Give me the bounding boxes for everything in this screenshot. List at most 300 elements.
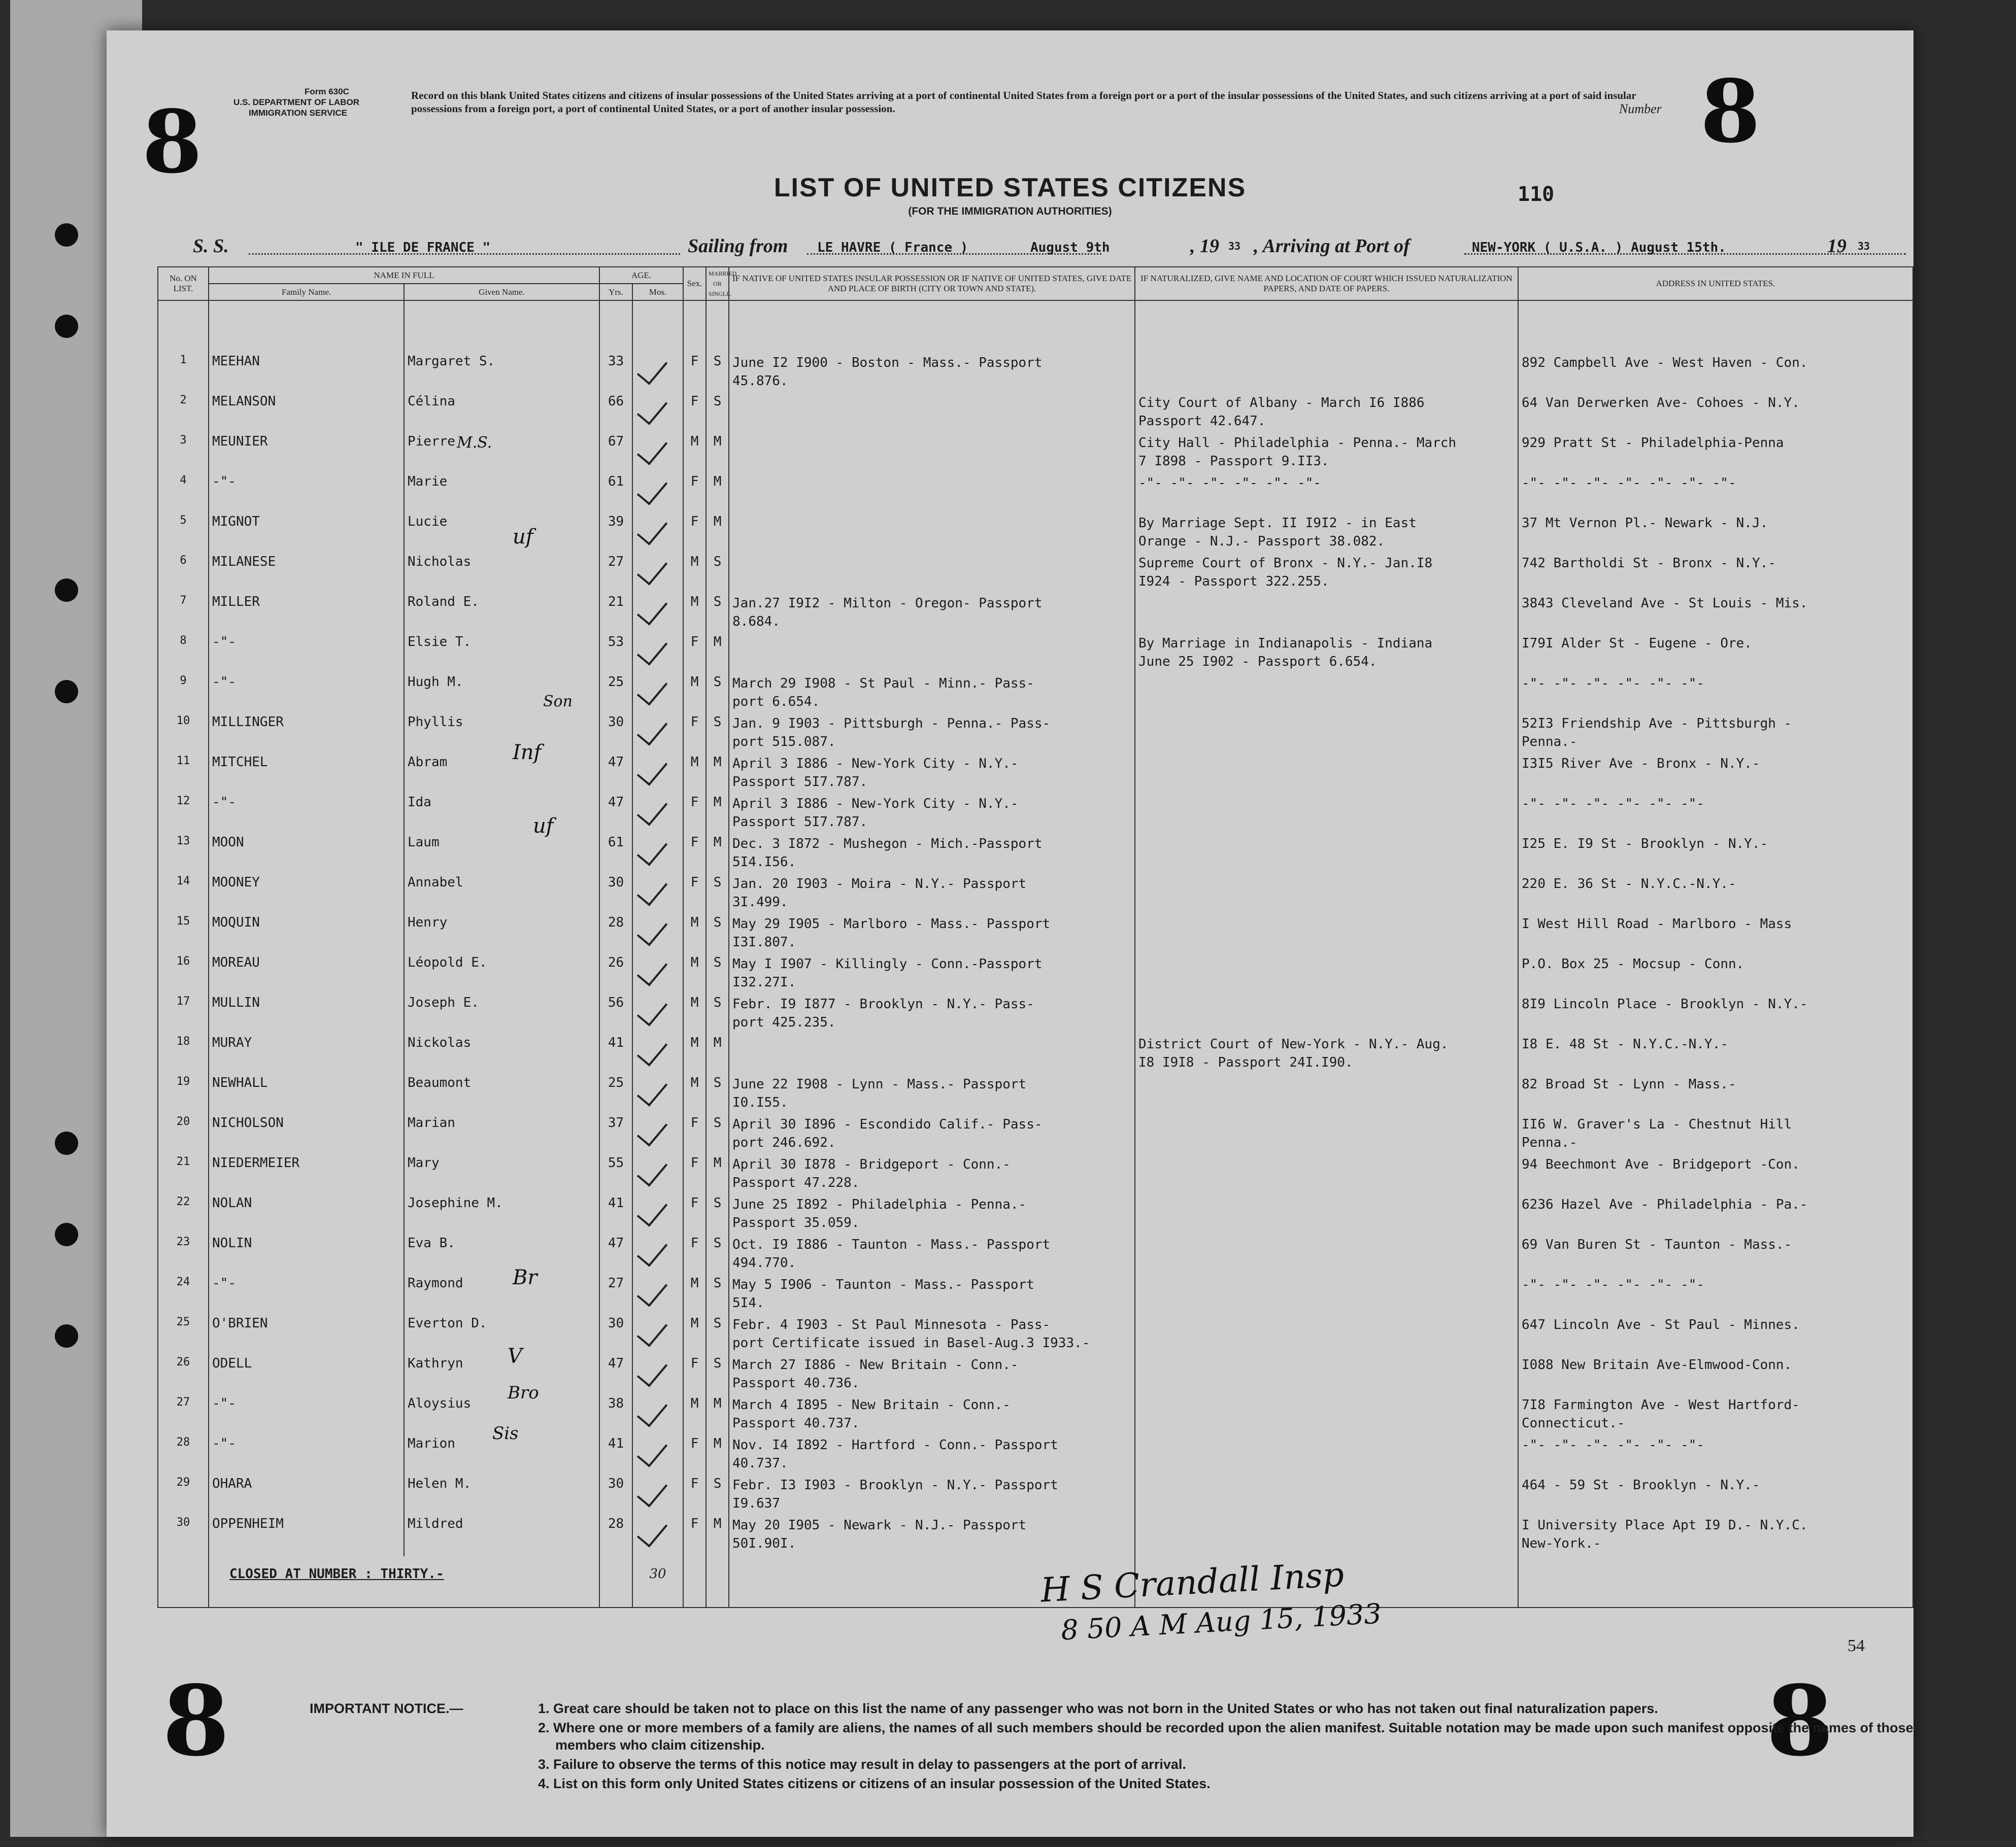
address [1518,875,1913,915]
given-name: Hugh M. [404,674,599,714]
age-months [632,354,683,394]
marital-status: S [706,554,729,594]
address-line: 37 Mt Vernon Pl.- Newark - N.J. [1522,516,1768,531]
naturalization-info-line: June 25 I902 - Passport 6.654. [1138,654,1377,669]
check-mark-icon [637,473,668,505]
family-name: MOONEY [209,875,404,915]
row-number: 29 [158,1476,209,1516]
address [1518,1195,1913,1236]
table-row [158,474,1913,514]
birth-info [729,1155,1135,1195]
birth-info [729,394,1135,434]
family-name: MOON [209,835,404,875]
table-row [158,875,1913,915]
sex: F [683,1516,706,1556]
naturalization-info [1135,915,1518,955]
age-months [632,1155,683,1195]
address [1518,1436,1913,1476]
birth-info [729,514,1135,554]
address-line: I University Place Apt I9 D.- N.Y.C. [1522,1518,1808,1533]
closing-count: 30 [632,1556,683,1607]
naturalization-info [1135,554,1518,594]
department-name: U.S. DEPARTMENT OF LABOR [233,97,360,107]
age-months [632,594,683,634]
address [1518,1476,1913,1516]
age-years: 37 [599,1115,632,1155]
address [1518,714,1913,755]
table-row [158,1276,1913,1316]
marital-status: S [706,1316,729,1356]
address [1518,995,1913,1035]
sailing-label: Sailing from [688,235,788,257]
marital-status: M [706,434,729,474]
annotation-row26: V [508,1345,522,1368]
row-number: 26 [158,1356,209,1396]
given-name: Roland E. [404,594,599,634]
header-family-name: Family Name. [209,284,404,300]
birth-info [729,835,1135,875]
header-age: AGE. [599,267,683,284]
page-subtitle: (FOR THE IMMIGRATION AUTHORITIES) [908,206,1112,217]
address [1518,1155,1913,1195]
row-number: 22 [158,1195,209,1236]
family-name: MIGNOT [209,514,404,554]
row-number: 8 [158,634,209,674]
header-name-in-full: NAME IN FULL [209,267,599,284]
row-number: 6 [158,554,209,594]
birth-info [729,915,1135,955]
address [1518,1396,1913,1436]
birth-info-line: I3I.807. [732,935,796,950]
naturalization-info [1135,474,1518,514]
sex: M [683,955,706,995]
check-mark-icon [637,513,668,545]
table-row [158,394,1913,434]
marital-status: S [706,1476,729,1516]
given-name: Phyllis [404,714,599,755]
age-years: 41 [599,1035,632,1075]
age-years: 39 [599,514,632,554]
naturalization-info [1135,1075,1518,1115]
marital-status: S [706,955,729,995]
birth-info-line: Febr. I9 I877 - Brooklyn - N.Y.- Pass- [732,997,1034,1012]
birth-info [729,1316,1135,1356]
address [1518,1356,1913,1396]
passenger-rows [158,300,1913,1556]
birth-info-line: Nov. I4 I892 - Hartford - Conn.- Passport [732,1438,1058,1453]
given-name: Joseph E. [404,995,599,1035]
given-name: Beaumont [404,1075,599,1115]
address-line: I79I Alder St - Eugene - Ore. [1522,636,1752,651]
voyage-line [193,231,1903,261]
marital-status: M [706,514,729,554]
address-line: 69 Van Buren St - Taunton - Mass.- [1522,1237,1792,1252]
given-name: Nickolas [404,1035,599,1075]
naturalization-info [1135,434,1518,474]
naturalization-info [1135,1276,1518,1316]
age-years: 28 [599,1516,632,1556]
sex: M [683,1075,706,1115]
birth-info [729,795,1135,835]
address-line: Penna.- [1522,734,1577,749]
naturalization-info [1135,1356,1518,1396]
punch-hole [55,1223,78,1246]
birth-info-line: 50I.90I. [732,1536,796,1551]
birth-info-line: March 29 I908 - St Paul - Minn.- Pass- [732,676,1034,691]
birth-info-line: Jan.27 I9I2 - Milton - Oregon- Passport [732,596,1043,611]
birth-info [729,1236,1135,1276]
address-line: 892 Campbell Ave - West Haven - Con. [1522,355,1808,370]
birth-info [729,354,1135,394]
birth-info [729,1476,1135,1516]
birth-info-line: Febr. I3 I903 - Brooklyn - N.Y.- Passport [732,1478,1058,1493]
family-name: MOREAU [209,955,404,995]
birth-info-line: I9.637 [732,1496,780,1511]
check-mark-icon [637,1475,668,1507]
address-line: 52I3 Friendship Ave - Pittsburgh - [1522,716,1792,731]
row-number: 11 [158,755,209,795]
naturalization-info [1135,634,1518,674]
given-name: Annabel [404,875,599,915]
age-years: 41 [599,1195,632,1236]
birth-info-line: 8.684. [732,614,780,629]
table-row [158,1436,1913,1476]
row-number: 21 [158,1155,209,1195]
birth-info [729,875,1135,915]
birth-info-line: June 25 I892 - Philadelphia - Penna.- [732,1197,1027,1212]
marital-status: M [706,1155,729,1195]
address-line: Penna.- [1522,1135,1577,1150]
naturalization-info-line: Supreme Court of Bronx - N.Y.- Jan.I8 [1138,556,1433,571]
birth-info [729,1396,1135,1436]
naturalization-info-line: District Court of New-York - N.Y.- Aug. [1138,1037,1449,1052]
age-years: 53 [599,634,632,674]
check-mark-icon [637,794,668,826]
age-months [632,1316,683,1356]
age-years: 28 [599,915,632,955]
marital-status: S [706,1236,729,1276]
birth-info-line: port 515.087. [732,734,836,749]
age-months [632,1356,683,1396]
table-row [158,714,1913,755]
row-number: 10 [158,714,209,755]
table-row [158,434,1913,474]
sex: F [683,1155,706,1195]
sex: F [683,1236,706,1276]
naturalization-info-line: I8 I9I8 - Passport 24I.I90. [1138,1055,1353,1070]
check-mark-icon [637,353,668,385]
marital-status: M [706,634,729,674]
birth-info-line: 3I.499. [732,895,788,910]
row-number: 3 [158,434,209,474]
birth-info-line: Febr. 4 I903 - St Paul Minnesota - Pass- [732,1317,1051,1332]
address [1518,634,1913,674]
age-years: 47 [599,1236,632,1276]
row-number: 19 [158,1075,209,1115]
notice-label: IMPORTANT NOTICE.— [310,1701,463,1716]
given-name: Raymond [404,1276,599,1316]
marital-status: M [706,755,729,795]
sex: F [683,1356,706,1396]
header-married: MARRIED OR SINGLE. [706,267,729,300]
birth-info-line: port 425.235. [732,1015,836,1030]
age-years: 56 [599,995,632,1035]
table-row [158,1075,1913,1115]
table-row [158,634,1913,674]
annotation-row2: M.S. [457,434,492,452]
table-row [158,1356,1913,1396]
address [1518,434,1913,474]
age-months [632,1476,683,1516]
check-mark-icon [637,393,668,425]
table-row [158,1236,1913,1276]
naturalization-info [1135,1155,1518,1195]
address-line: -"- -"- -"- -"- -"- -"- [1522,796,1705,811]
marital-status: M [706,795,729,835]
birth-info-line: March 27 I886 - New Britain - Conn.- [732,1357,1019,1373]
family-name: -"- [209,634,404,674]
address [1518,674,1913,714]
naturalization-info [1135,514,1518,554]
notice-item: 3. Failure to observe the terms of this notice may result in delay to passengers at the port of arrival. [538,1757,1186,1772]
birth-info-line: Passport 40.736. [732,1376,860,1391]
given-name: Marion [404,1436,599,1476]
punch-hole [55,315,78,338]
row-number: 5 [158,514,209,554]
birth-info-line: Jan. 20 I903 - Moira - N.Y.- Passport [732,876,1027,892]
birth-info-line: 5I4. [732,1295,764,1311]
age-months [632,514,683,554]
ss-label: S. S. [193,235,229,257]
form-header [233,86,359,118]
naturalization-info [1135,674,1518,714]
marital-status: S [706,1075,729,1115]
age-months [632,1035,683,1075]
age-years: 38 [599,1396,632,1436]
address-line: 7I8 Farmington Ave - West Hartford- [1522,1397,1800,1413]
table-row [158,514,1913,554]
birth-info-line: Dec. 3 I872 - Mushegon - Mich.-Passport [732,836,1043,851]
naturalization-info-line: By Marriage in Indianapolis - Indiana [1138,636,1433,651]
row-number: 27 [158,1396,209,1436]
family-name: MULLIN [209,995,404,1035]
row-number: 2 [158,394,209,434]
check-mark-icon [637,994,668,1026]
header-mos: Mos. [632,284,683,300]
birth-info-line: Passport 47.228. [732,1175,860,1190]
list-number-bottom-right: 8 [1766,1664,1834,1777]
age-months [632,554,683,594]
birth-info-line: Passport 5I7.787. [732,774,868,790]
table-row [158,795,1913,835]
address [1518,795,1913,835]
address-line: -"- -"- -"- -"- -"- -"- [1522,676,1705,691]
sex: F [683,1115,706,1155]
marital-status: M [706,1035,729,1075]
header-address: ADDRESS IN UNITED STATES. [1518,267,1913,300]
sex: F [683,835,706,875]
naturalization-info [1135,394,1518,434]
sex: F [683,1195,706,1236]
address-line: P.O. Box 25 - Mocsup - Conn. [1522,956,1744,972]
table-row [158,1316,1913,1356]
naturalization-info [1135,755,1518,795]
family-name: -"- [209,795,404,835]
age-months [632,795,683,835]
check-mark-icon [637,713,668,745]
sex: F [683,514,706,554]
marital-status: M [706,1396,729,1436]
birth-info [729,1436,1135,1476]
naturalization-info [1135,835,1518,875]
sex: M [683,1035,706,1075]
given-name: Elsie T. [404,634,599,674]
check-mark-icon [637,1074,668,1106]
marital-status: M [706,835,729,875]
row-number: 15 [158,915,209,955]
given-name: Henry [404,915,599,955]
naturalization-info [1135,1115,1518,1155]
date-from: August 9th [1030,240,1110,255]
age-years: 25 [599,674,632,714]
row-number: 9 [158,674,209,714]
list-number-bottom-left: 8 [162,1664,230,1777]
marital-status: S [706,394,729,434]
page-title: LIST OF UNITED STATES CITIZENS [774,173,1247,202]
table-row [158,1115,1913,1155]
family-name: MEUNIER [209,434,404,474]
sex: M [683,1396,706,1436]
age-years: 30 [599,875,632,915]
address [1518,1516,1913,1556]
family-name: -"- [209,1436,404,1476]
naturalization-info-line: Passport 42.647. [1138,414,1266,429]
age-months [632,1195,683,1236]
address-line: I3I5 River Ave - Bronx - N.Y.- [1522,756,1760,771]
birth-info-line: I32.27I. [732,975,796,990]
given-name: Abram [404,755,599,795]
birth-info-line: port Certificate issued in Basel-Aug.3 I933.- [732,1336,1090,1351]
check-mark-icon [637,1315,668,1347]
sex: M [683,995,706,1035]
notice-item: 4. List on this form only United States citizens or citizens of an insular possession of the United States. [538,1776,1211,1791]
arriving-label: , Arriving at Port of [1254,235,1410,257]
sex: M [683,594,706,634]
sex: F [683,394,706,434]
birth-info [729,1356,1135,1396]
family-name: OHARA [209,1476,404,1516]
row-number: 16 [158,955,209,995]
address-line: New-York.- [1522,1536,1601,1551]
row-number: 30 [158,1516,209,1556]
number-label: Number [1619,101,1662,116]
page-number: 110 [1518,183,1555,206]
birth-info [729,714,1135,755]
age-years: 30 [599,1316,632,1356]
marital-status: S [706,714,729,755]
family-name: MILLINGER [209,714,404,755]
given-name: Pierre [404,434,599,474]
row-number: 7 [158,594,209,634]
given-name: Eva B. [404,1236,599,1276]
table-row [158,594,1913,634]
marital-status: M [706,1436,729,1476]
naturalization-info-line: City Court of Albany - March I6 I886 [1138,395,1425,411]
sex: M [683,674,706,714]
naturalization-info [1135,1516,1518,1556]
family-name: MELANSON [209,394,404,434]
address [1518,1035,1913,1075]
birth-info-line: May 20 I905 - Newark - N.J.- Passport [732,1518,1027,1533]
marital-status: S [706,1115,729,1155]
marital-status: S [706,674,729,714]
birth-info-line: June I2 I900 - Boston - Mass.- Passport [732,355,1043,370]
age-months [632,714,683,755]
family-name: MOQUIN [209,915,404,955]
naturalization-info [1135,1396,1518,1436]
family-name: OPPENHEIM [209,1516,404,1556]
birth-info-line: 494.770. [732,1255,796,1271]
marital-status: S [706,354,729,394]
form-number: Form 630C [305,87,349,96]
closing-text: CLOSED AT NUMBER : THIRTY.- [209,1556,599,1607]
birth-info [729,474,1135,514]
birth-info-line: May 29 I905 - Marlboro - Mass.- Passport [732,916,1051,932]
sex: M [683,1316,706,1356]
age-months [632,474,683,514]
birth-info-line: 45.876. [732,373,788,389]
check-mark-icon [637,593,668,625]
age-years: 66 [599,394,632,434]
address-line: 82 Broad St - Lynn - Mass.- [1522,1077,1736,1092]
annotation-row12: uf [533,814,554,838]
naturalization-info [1135,1236,1518,1276]
ship-name: " ILE DE FRANCE " [355,240,491,255]
year-prefix-to: 19 [1827,235,1846,257]
address [1518,955,1913,995]
marital-status: S [706,915,729,955]
marital-status: M [706,1516,729,1556]
service-name: IMMIGRATION SERVICE [249,108,347,118]
check-mark-icon [637,1154,668,1186]
address [1518,915,1913,955]
list-number-top-left: 8 [142,91,203,193]
address-line: 929 Pratt St - Philadelphia-Penna [1522,435,1784,451]
address-line: 8I9 Lincoln Place - Brooklyn - N.Y.- [1522,997,1808,1012]
marital-status: S [706,995,729,1035]
birth-info [729,554,1135,594]
age-months [632,1396,683,1436]
given-name: Nicholas [404,554,599,594]
check-mark-icon [637,673,668,705]
age-months [632,634,683,674]
birth-info-line: Passport 35.059. [732,1215,860,1230]
given-name: Josephine M. [404,1195,599,1236]
age-months [632,1236,683,1276]
naturalization-info [1135,875,1518,915]
age-months [632,1436,683,1476]
marital-status: S [706,1195,729,1236]
address-line: 94 Beechmont Ave - Bridgeport -Con. [1522,1157,1800,1172]
row-number: 1 [158,354,209,394]
birth-info-line: March 4 I895 - New Britain - Conn.- [732,1397,1011,1413]
age-years: 27 [599,1276,632,1316]
address-line: I West Hill Road - Marlboro - Mass [1522,916,1792,932]
age-months [632,875,683,915]
marital-status: S [706,1356,729,1396]
check-mark-icon [637,1034,668,1066]
table-row [158,1516,1913,1556]
